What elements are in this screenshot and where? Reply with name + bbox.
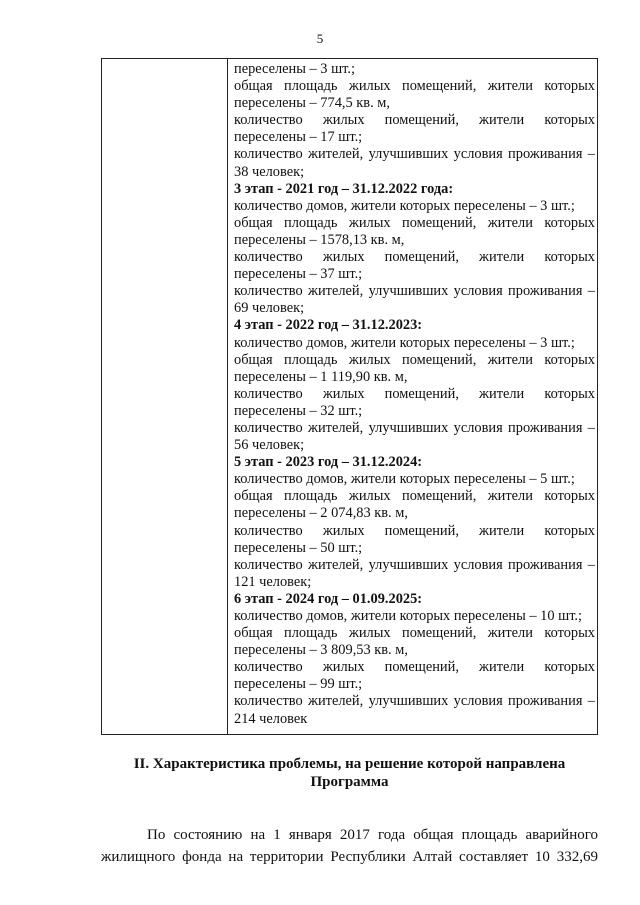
table-line: количество жителей, улучшивших условия проживания – — [234, 283, 595, 300]
stage-heading: 5 этап - 2023 год – 31.12.2024: — [234, 454, 423, 471]
section-heading — [101, 755, 598, 791]
table-line: количество жилых помещений, жители которых — [234, 385, 595, 402]
table-line: количество жителей, улучшивших условия проживания – — [234, 419, 595, 436]
table-line: количество жилых помещений, жители которых — [234, 522, 595, 539]
section-heading-line-2: Программа — [310, 774, 389, 790]
table-line: переселены – 1 119,90 кв. м, — [234, 368, 408, 385]
table-line: переселены – 1578,13 кв. м, — [234, 231, 405, 248]
table-line: переселены – 3 шт.; — [234, 61, 355, 77]
table-line: количество жилых помещений, жители которых — [234, 112, 595, 129]
table-line: общая площадь жилых помещений, жители которых — [234, 351, 595, 368]
table-line: переселены – 774,5 кв. м, — [234, 95, 390, 112]
body-paragraph — [101, 824, 598, 868]
section-heading-line-1: II. Характеристика проблемы, на решение которой направлена — [133, 756, 566, 772]
table-line: общая площадь жилых помещений, жители которых — [234, 214, 595, 231]
table-line: количество домов, жители которых переселены – 3 шт.; — [234, 197, 575, 214]
stage-heading: 3 этап - 2021 год – 31.12.2022 года: — [234, 180, 454, 197]
table-line: 69 человек; — [234, 300, 305, 317]
table-right-cell — [228, 59, 597, 734]
table-line: количество жителей, улучшивших условия проживания – — [234, 146, 595, 163]
page-number: 5 — [316, 31, 324, 46]
table-line: переселены – 32 шт.; — [234, 402, 363, 419]
table-line: переселены – 17 шт.; — [234, 129, 363, 146]
table-line: общая площадь жилых помещений, жители которых — [234, 78, 595, 95]
paragraph-line-1: По состоянию на 1 января 2017 года общая площадь аварийного — [147, 827, 598, 843]
table-line: количество жилых помещений, жители которых — [234, 659, 595, 676]
table-line: количество жилых помещений, жители которых — [234, 249, 595, 266]
table-line: 214 человек — [234, 710, 308, 727]
table-line: переселены – 99 шт.; — [234, 676, 363, 693]
table-line: количество домов, жители которых переселены – 5 шт.; — [234, 471, 575, 488]
table-line: 121 человек; — [234, 573, 312, 590]
table-line: общая площадь жилых помещений, жители которых — [234, 625, 595, 642]
stage-heading: 4 этап - 2022 год – 31.12.2023: — [234, 317, 423, 334]
table-left-cell — [102, 59, 228, 734]
table-line: общая площадь жилых помещений, жители которых — [234, 488, 595, 505]
table-line: количество жителей, улучшивших условия проживания – — [234, 693, 595, 710]
table-line: переселены – 37 шт.; — [234, 266, 363, 283]
table-line: переселены – 3 809,53 кв. м, — [234, 642, 408, 659]
table-line: переселены – 50 шт.; — [234, 539, 363, 556]
table-line: 56 человек; — [234, 437, 305, 454]
table-line: переселены – 2 074,83 кв. м, — [234, 505, 408, 522]
table-line: количество жителей, улучшивших условия проживания – — [234, 556, 595, 573]
table-line: 38 человек; — [234, 163, 305, 180]
paragraph-line-2: жилищного фонда на территории Республики Алтай составляет 10 332,69 — [101, 849, 598, 865]
table-line: количество домов, жители которых переселены – 10 шт.; — [234, 608, 583, 624]
table-line: количество домов, жители которых переселены – 3 шт.; — [234, 334, 575, 351]
stage-heading: 6 этап - 2024 год – 01.09.2025: — [234, 590, 423, 607]
program-table — [101, 58, 598, 735]
